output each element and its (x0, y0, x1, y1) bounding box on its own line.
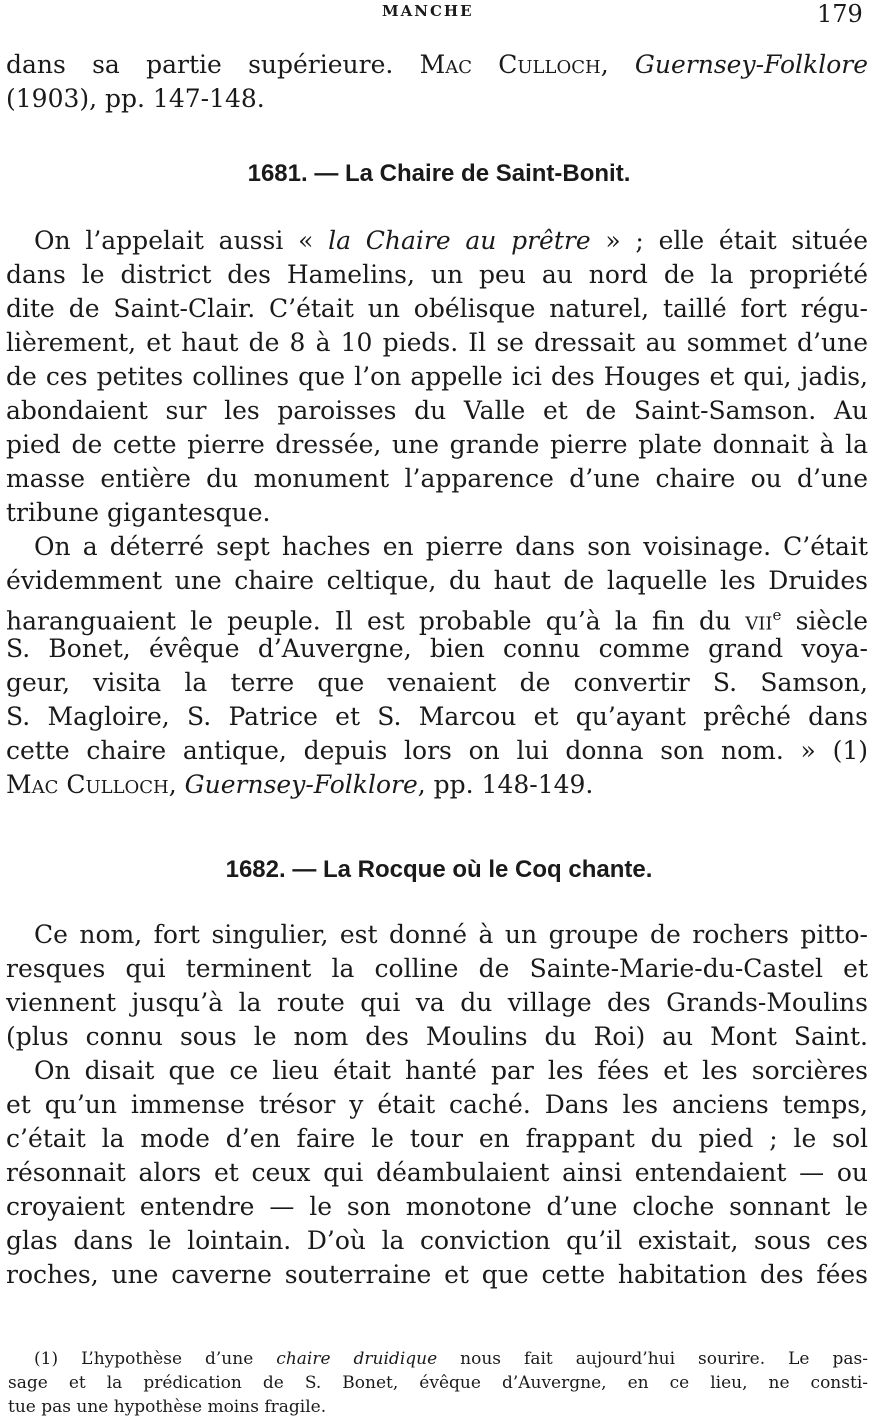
text-line: geur, visita la terre que venaient de convertir S. Samson, (6, 668, 868, 697)
text-line: dite de Saint-Clair. C’était un obélisque naturel, taillé fort régu- (6, 294, 868, 323)
text-line: glas dans le lointain. D’où la conviction qu’il existait, sous ces (6, 1226, 868, 1255)
century-numeral: vii (745, 606, 773, 636)
text-line: tribune gigantesque. (6, 498, 271, 527)
text-line: haranguaient le peuple. Il est probable qu’à la fin du vii$^e$ siècle (6, 606, 869, 636)
footnote-line: sage et la prédication de S. Bonet, évêque d’Auvergne, en ce lieu, ne consti- (8, 1373, 868, 1393)
text-line: resques qui terminent la colline de Sainte-Marie-du-Castel et (6, 954, 868, 983)
text-line: masse entière du monument l’apparence d’une chaire ou d’une (6, 464, 868, 493)
author-name: Mac Culloch (6, 770, 169, 799)
text-line: pied de cette pierre dressée, une grande pierre plate donnait à la (6, 430, 868, 459)
text-line: Mac Culloch, Guernsey-Folklore, pp. 148-149. (6, 770, 594, 799)
footnote-line: tue pas une hypothèse moins fragile. (8, 1397, 327, 1417)
text-line: (plus connu sous le nom des Moulins du Roi) au Mont Saint. (6, 1022, 868, 1051)
text-line: dans sa partie supérieure. Mac Culloch, Guernsey-Folklore (6, 50, 868, 79)
author-name: Mac Culloch (419, 50, 601, 79)
text-line: évidemment une chaire celtique, du haut de laquelle les Druides (6, 566, 868, 595)
text-line: dans le district des Hamelins, un peu au nord de la propriété (6, 260, 868, 289)
text-line: de ces petites collines que l’on appelle ici des Houges et qui, jadis, (6, 362, 868, 391)
italic-phrase: chaire druidique (276, 1349, 438, 1369)
text-line: cette chaire antique, depuis lors on lui donna son nom. » (1) (6, 736, 868, 765)
text-line: On a déterré sept haches en pierre dans son voisinage. C’était (34, 532, 868, 561)
text-line: c’était la mode d’en faire le tour en frappant du pied ; le sol (6, 1124, 868, 1153)
text-line: (1903), pp. 147-148. (6, 84, 265, 113)
running-title: MANCHE (382, 2, 474, 20)
text-line: abondaient sur les paroisses du Valle et de Saint-Samson. Au (6, 396, 868, 425)
section-heading-1682: 1682. — La Rocque où le Coq chante. (225, 856, 653, 883)
text-line: Ce nom, fort singulier, est donné à un groupe de rochers pitto- (34, 920, 868, 949)
text-line: résonnait alors et ceux qui déambulaient ainsi entendaient — ou (6, 1158, 868, 1187)
text-line: roches, une caverne souterraine et que cette habitation des fées (6, 1260, 868, 1289)
text-line: S. Magloire, S. Patrice et S. Marcou et qu’ayant prêché dans (6, 702, 868, 731)
book-title: Guernsey-Folklore (634, 50, 868, 79)
text-line: viennent jusqu’à la route qui va du village des Grands-Moulins (6, 988, 868, 1017)
footnote-line: (1) L’hypothèse d’une chaire druidique nous fait aujourd’hui sourire. Le pas- (34, 1349, 868, 1369)
italic-phrase: la Chaire au prêtre (328, 226, 591, 255)
text-line: lièrement, et haut de 8 à 10 pieds. Il se dressait au sommet d’une (6, 328, 868, 357)
book-title: Guernsey-Folklore (184, 770, 418, 799)
text-line: On l’appelait aussi « la Chaire au prêtre » ; elle était située (34, 226, 868, 255)
page-number: 179 (817, 0, 863, 28)
section-heading-1681: 1681. — La Chaire de Saint-Bonit. (247, 160, 631, 187)
text-line: et qu’un immense trésor y était caché. Dans les anciens temps, (6, 1090, 868, 1119)
text-line: S. Bonet, évêque d’Auvergne, bien connu comme grand voya- (6, 634, 868, 663)
text-line: croyaient entendre — le son monotone d’une cloche sonnant le (6, 1192, 868, 1221)
text-line: On disait que ce lieu était hanté par les fées et les sorcières (34, 1056, 868, 1085)
